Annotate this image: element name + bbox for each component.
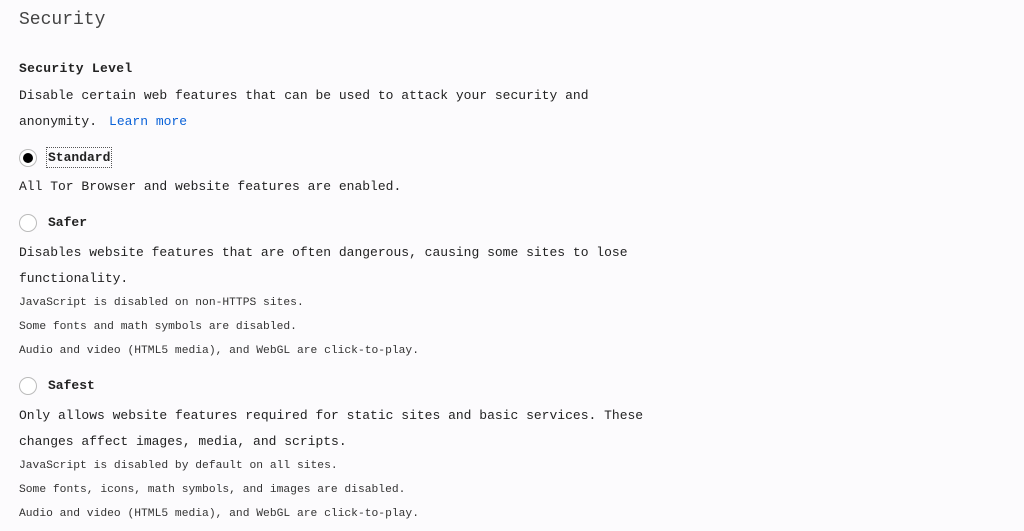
radio-safer[interactable]	[19, 212, 89, 233]
radio-label-safer[interactable]: Safer	[48, 215, 88, 230]
radio-label-standard[interactable]: Standard	[46, 147, 112, 168]
radio-safest[interactable]	[19, 375, 97, 396]
safer-detail: Audio and video (HTML5 media), and WebGL are click-to-play.	[19, 345, 419, 357]
safer-detail: Some fonts and math symbols are disabled.	[19, 321, 297, 333]
learn-more-link[interactable]: Learn more	[109, 114, 188, 129]
radio-label-safest[interactable]: Safest	[48, 378, 95, 393]
safest-detail: JavaScript is disabled by default on all sites.	[19, 460, 338, 472]
radio-unselected-icon[interactable]	[19, 214, 37, 232]
safer-detail: JavaScript is disabled on non-HTTPS sites.	[19, 297, 304, 309]
safer-description: Disables website features that are often dangerous, causing some sites to lose functionality.	[19, 245, 628, 286]
radio-selected-icon[interactable]	[19, 149, 37, 167]
section-heading: Security Level	[19, 61, 133, 76]
safest-detail: Some fonts, icons, math symbols, and images are disabled.	[19, 484, 406, 496]
section-description	[19, 83, 619, 135]
description-text: Disable certain web features that can be used to attack your security and anonymity.	[19, 88, 589, 129]
safest-detail: Audio and video (HTML5 media), and WebGL are click-to-play.	[19, 508, 419, 520]
standard-description: All Tor Browser and website features are enabled.	[19, 179, 402, 194]
page-title: Security	[19, 10, 106, 30]
safest-description: Only allows website features required for static sites and basic services. These changes affect images, media, and scripts.	[19, 408, 644, 449]
radio-unselected-icon[interactable]	[19, 377, 37, 395]
radio-standard[interactable]	[19, 147, 112, 168]
